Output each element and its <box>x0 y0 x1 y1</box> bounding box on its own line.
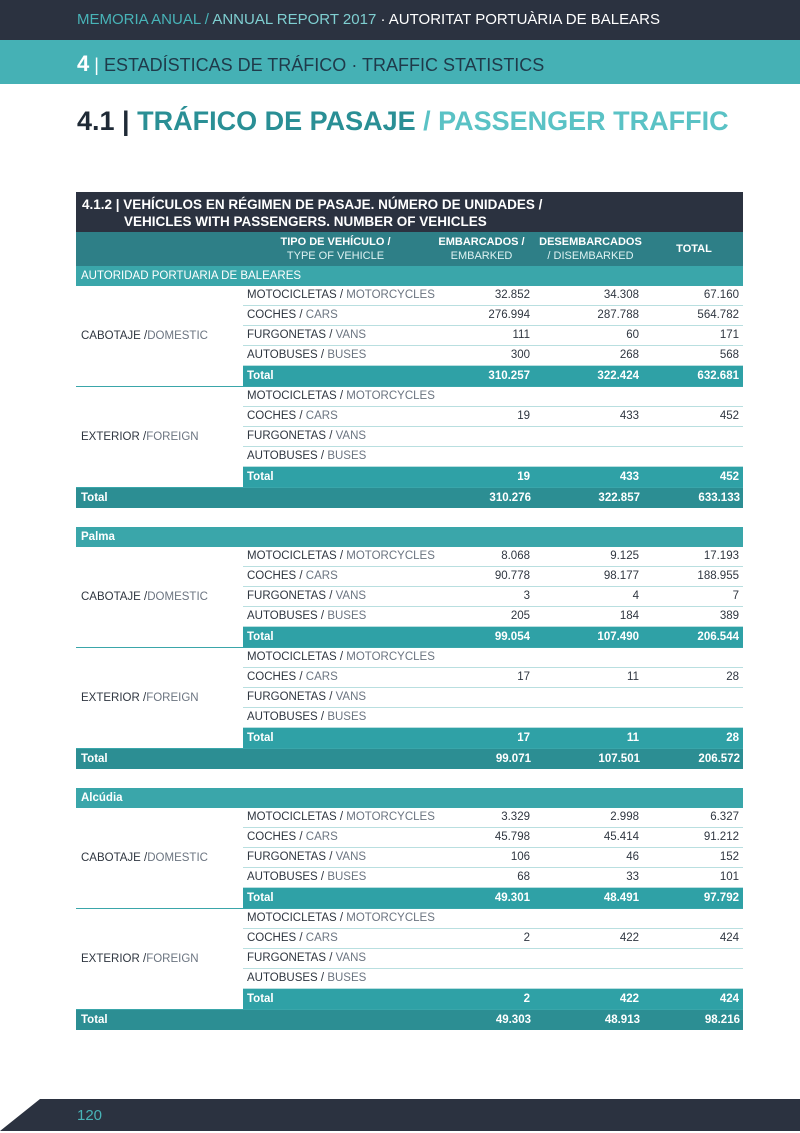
column-header-vehicle-type <box>244 232 427 266</box>
vehicle-type-es: FURGONETAS / <box>247 590 336 602</box>
table-row <box>243 929 743 949</box>
embarked-cell: 276.994 <box>488 309 530 321</box>
total-cell <box>644 427 742 446</box>
grand-total-embarked: 49.303 <box>495 1014 531 1026</box>
table-row <box>243 648 743 668</box>
foreign-label-es: EXTERIOR / <box>81 431 147 443</box>
vehicle-type-en: BUSES <box>327 972 367 984</box>
disembarked-cell: 422 <box>619 932 639 944</box>
embarked-cell: 3 <box>523 590 530 602</box>
total-cell <box>644 447 742 466</box>
subtotal-row <box>243 888 743 908</box>
top-header-bar <box>0 0 800 40</box>
domestic-label-en: DOMESTIC <box>147 852 208 864</box>
column-header-blank <box>76 232 244 266</box>
vehicle-type-cell <box>243 587 426 606</box>
disembarked-cell: 11 <box>627 671 639 683</box>
embarked-cell: 106 <box>510 851 530 863</box>
subtotal-disembarked: 422 <box>619 993 639 1005</box>
port-header: Palma <box>76 527 743 547</box>
disembarked-cell <box>535 708 644 727</box>
vehicle-type-es: AUTOBUSES / <box>247 711 328 723</box>
table-row <box>243 708 743 728</box>
vehicle-type-en: MOTORCYCLES <box>346 390 435 402</box>
vehicle-type-es: FURGONETAS / <box>247 691 336 703</box>
domestic-label <box>76 808 243 908</box>
subtotal-label: Total <box>247 732 274 744</box>
table-row <box>243 969 743 989</box>
subtotal-total: 632.681 <box>697 370 739 382</box>
disembarked-cell: 184 <box>619 610 639 622</box>
page-title-number: 4.1 | <box>77 106 138 136</box>
vehicle-type-en: VANS <box>335 329 367 341</box>
total-cell <box>644 949 742 968</box>
vehicle-type-cell <box>243 708 426 727</box>
vehicle-type-cell <box>243 326 426 345</box>
subtotal-disembarked: 322.424 <box>597 370 639 382</box>
vehicle-type-es: MOTOCICLETAS / <box>247 390 347 402</box>
foreign-label <box>76 387 243 487</box>
domestic-label-en: DOMESTIC <box>147 591 208 603</box>
report-header <box>77 0 660 40</box>
subtotal-row <box>243 366 743 386</box>
table-row <box>243 868 743 888</box>
vehicle-type-en: VANS <box>335 952 367 964</box>
vehicle-type-cell <box>243 688 426 707</box>
grand-total-disembarked: 322.857 <box>598 492 640 504</box>
table-row <box>243 688 743 708</box>
disembarked-cell <box>535 447 644 466</box>
domestic-label-es: CABOTAJE / <box>81 591 148 603</box>
total-cell: 67.160 <box>703 289 739 301</box>
embarked-cell <box>426 427 535 446</box>
subtotal-embarked: 17 <box>517 732 530 744</box>
vehicle-type-cell <box>243 668 426 687</box>
subtotal-embarked: 310.257 <box>488 370 530 382</box>
grand-total-disembarked: 48.913 <box>604 1014 640 1026</box>
domestic-label-es: CABOTAJE / <box>81 330 148 342</box>
embarked-cell: 90.778 <box>494 570 530 582</box>
vehicle-type-cell <box>243 306 426 325</box>
grand-total-label: Total <box>81 492 108 504</box>
domestic-group <box>76 547 743 648</box>
table-row <box>243 949 743 969</box>
section-title-es: ESTADÍSTICAS DE TRÁFICO <box>103 55 347 75</box>
vehicle-type-cell <box>243 286 435 305</box>
table-row <box>243 547 743 567</box>
vehicle-type-en: CARS <box>305 831 338 843</box>
header-annual-report: ANNUAL REPORT 2017 <box>212 11 377 28</box>
vehicle-type-cell <box>243 407 426 426</box>
section-gap <box>76 508 743 527</box>
domestic-label <box>76 286 243 386</box>
vehicle-type-es: MOTOCICLETAS / <box>247 912 347 924</box>
embarked-cell: 111 <box>512 329 530 341</box>
table-row <box>243 286 743 306</box>
foreign-group <box>76 648 743 749</box>
page-title-en: PASSENGER TRAFFIC <box>438 106 729 136</box>
grand-total-row <box>76 1010 743 1030</box>
vehicle-type-es: AUTOBUSES / <box>247 349 328 361</box>
grand-total-disembarked: 107.501 <box>598 753 640 765</box>
vehicle-type-en: BUSES <box>327 450 367 462</box>
grand-total-label: Total <box>81 1014 108 1026</box>
grand-total-embarked: 310.276 <box>489 492 531 504</box>
foreign-rows <box>243 909 743 1009</box>
disembarked-cell <box>535 688 644 707</box>
header-slash: / <box>200 11 213 28</box>
foreign-label-es: EXTERIOR / <box>81 692 147 704</box>
table-row <box>243 607 743 627</box>
page-number: 120 <box>77 1107 103 1124</box>
column-disembarked-en: / DISEMBARKED <box>547 250 634 262</box>
vehicles-table <box>76 192 743 1030</box>
embarked-cell <box>426 688 535 707</box>
foreign-label-es: EXTERIOR / <box>81 953 147 965</box>
disembarked-cell <box>535 387 644 406</box>
column-embarked-en: EMBARKED <box>450 250 513 262</box>
vehicle-type-cell <box>243 567 426 586</box>
table-row <box>243 447 743 467</box>
embarked-cell <box>426 648 535 667</box>
column-header-disembarked <box>536 232 645 266</box>
grand-total-label: Total <box>81 753 108 765</box>
total-cell: 424 <box>719 932 739 944</box>
foreign-rows <box>243 387 743 487</box>
subtotal-label: Total <box>247 993 274 1005</box>
subtotal-embarked: 19 <box>517 471 530 483</box>
table-row <box>243 427 743 447</box>
vehicle-type-cell <box>243 808 435 827</box>
section-title-en: TRAFFIC STATISTICS <box>361 55 545 75</box>
subtotal-label: Total <box>247 370 274 382</box>
embarked-cell: 2 <box>523 932 530 944</box>
total-cell <box>644 708 742 727</box>
subtotal-disembarked: 433 <box>619 471 639 483</box>
vehicle-type-en: CARS <box>305 671 338 683</box>
vehicle-type-es: AUTOBUSES / <box>247 450 328 462</box>
total-cell: 6.327 <box>710 811 739 823</box>
embarked-cell: 19 <box>517 410 530 422</box>
vehicle-type-en: CARS <box>305 309 338 321</box>
vehicle-type-en: VANS <box>335 691 367 703</box>
table-title-line-1: 4.1.2 | VEHÍCULOS EN RÉGIMEN DE PASAJE. NÚMERO DE UNIDADES / <box>82 197 543 212</box>
vehicle-type-es: COCHES / <box>247 932 306 944</box>
section-bar <box>0 40 800 84</box>
vehicle-type-en: BUSES <box>327 610 367 622</box>
embarked-cell: 3.329 <box>501 811 530 823</box>
port-header: AUTORIDAD PORTUARIA DE BALEARES <box>76 266 743 286</box>
vehicle-type-es: AUTOBUSES / <box>247 871 328 883</box>
vehicle-type-en: MOTORCYCLES <box>346 811 435 823</box>
subtotal-label: Total <box>247 892 274 904</box>
embarked-cell <box>426 708 535 727</box>
subtotal-row <box>243 728 743 748</box>
vehicle-type-es: FURGONETAS / <box>247 851 336 863</box>
subtotal-row <box>243 467 743 487</box>
section-heading <box>77 40 544 89</box>
total-cell: 152 <box>719 851 739 863</box>
embarked-cell: 32.852 <box>494 289 530 301</box>
subtotal-disembarked: 107.490 <box>597 631 639 643</box>
table-column-header <box>76 232 743 266</box>
domestic-rows <box>243 808 743 908</box>
embarked-cell: 205 <box>510 610 530 622</box>
vehicle-type-en: MOTORCYCLES <box>346 289 435 301</box>
table-row <box>243 668 743 688</box>
subtotal-row <box>243 989 743 1009</box>
total-cell <box>644 909 742 928</box>
table-row <box>243 407 743 427</box>
subtotal-disembarked: 48.491 <box>603 892 639 904</box>
table-row <box>243 346 743 366</box>
column-disembarked-es: DESEMBARCADOS <box>539 236 642 248</box>
disembarked-cell <box>535 969 644 988</box>
total-cell <box>644 688 742 707</box>
disembarked-cell: 268 <box>619 349 639 361</box>
total-cell: 17.193 <box>703 550 739 562</box>
subtotal-embarked: 2 <box>523 993 530 1005</box>
embarked-cell: 300 <box>510 349 530 361</box>
table-row <box>243 808 743 828</box>
embarked-cell <box>426 447 535 466</box>
foreign-label-en: FOREIGN <box>146 692 199 704</box>
vehicle-type-es: AUTOBUSES / <box>247 972 328 984</box>
total-cell <box>644 969 742 988</box>
disembarked-cell: 433 <box>619 410 639 422</box>
disembarked-cell: 34.308 <box>603 289 639 301</box>
subtotal-label: Total <box>247 631 274 643</box>
embarked-cell <box>426 969 535 988</box>
subtotal-disembarked: 11 <box>626 732 639 744</box>
vehicle-type-cell <box>243 969 426 988</box>
disembarked-cell: 46 <box>626 851 639 863</box>
section-number: 4 <box>77 51 90 76</box>
total-cell: 564.782 <box>697 309 739 321</box>
vehicle-type-es: COCHES / <box>247 570 306 582</box>
subtotal-row <box>243 627 743 647</box>
section-separator: | <box>89 55 104 75</box>
vehicle-type-en: VANS <box>335 430 367 442</box>
embarked-cell <box>426 909 535 928</box>
domestic-group <box>76 808 743 909</box>
disembarked-cell: 2.998 <box>610 811 639 823</box>
foreign-label-en: FOREIGN <box>146 953 199 965</box>
domestic-label-es: CABOTAJE / <box>81 852 148 864</box>
vehicle-type-es: MOTOCICLETAS / <box>247 550 347 562</box>
footer-corner-shape <box>0 1099 40 1131</box>
vehicle-type-cell <box>243 447 426 466</box>
vehicle-type-cell <box>243 346 426 365</box>
embarked-cell: 8.068 <box>501 550 530 562</box>
table-row <box>243 587 743 607</box>
embarked-cell: 17 <box>517 671 530 683</box>
vehicle-type-en: MOTORCYCLES <box>346 550 435 562</box>
foreign-label <box>76 909 243 1009</box>
header-memoria: MEMORIA ANUAL <box>77 11 201 28</box>
subtotal-label: Total <box>247 471 274 483</box>
disembarked-cell: 60 <box>626 329 639 341</box>
vehicle-type-es: COCHES / <box>247 671 306 683</box>
grand-total-total: 98.216 <box>704 1014 740 1026</box>
domestic-rows <box>243 547 743 647</box>
vehicle-type-cell <box>243 868 426 887</box>
page-title-slash: / <box>415 106 439 136</box>
vehicle-type-es: FURGONETAS / <box>247 430 336 442</box>
domestic-rows <box>243 286 743 386</box>
vehicle-type-en: VANS <box>335 851 367 863</box>
total-cell <box>644 648 742 667</box>
foreign-group <box>76 387 743 488</box>
table-title-line-2: VEHICLES WITH PASSENGERS. NUMBER OF VEHICLES <box>124 214 487 229</box>
section-dot: · <box>346 55 362 75</box>
vehicle-type-cell <box>243 929 426 948</box>
total-cell: 389 <box>719 610 739 622</box>
table-row <box>243 306 743 326</box>
subtotal-total: 424 <box>719 993 739 1005</box>
vehicle-type-cell <box>243 909 435 928</box>
table-row <box>243 909 743 929</box>
vehicle-type-en: CARS <box>305 932 338 944</box>
disembarked-cell: 45.414 <box>603 831 639 843</box>
disembarked-cell: 33 <box>626 871 639 883</box>
total-cell: 91.212 <box>703 831 739 843</box>
column-type-en: TYPE OF VEHICLE <box>286 250 385 262</box>
embarked-cell: 68 <box>517 871 530 883</box>
total-cell: 568 <box>719 349 739 361</box>
column-total-label: TOTAL <box>676 243 712 255</box>
vehicle-type-en: BUSES <box>327 871 367 883</box>
total-cell: 28 <box>726 671 739 683</box>
grand-total-row <box>76 749 743 769</box>
port-header: Alcúdia <box>76 788 743 808</box>
foreign-group <box>76 909 743 1010</box>
subtotal-embarked: 49.301 <box>494 892 530 904</box>
disembarked-cell <box>535 648 644 667</box>
disembarked-cell: 98.177 <box>603 570 639 582</box>
vehicle-type-es: AUTOBUSES / <box>247 610 328 622</box>
table-row <box>243 326 743 346</box>
grand-total-total: 206.572 <box>698 753 740 765</box>
page-footer <box>0 1099 800 1131</box>
foreign-label <box>76 648 243 748</box>
vehicle-type-es: MOTOCICLETAS / <box>247 651 347 663</box>
total-cell: 7 <box>732 590 739 602</box>
total-cell: 171 <box>719 329 739 341</box>
total-cell: 188.955 <box>697 570 739 582</box>
vehicle-type-es: MOTOCICLETAS / <box>247 811 347 823</box>
embarked-cell <box>426 949 535 968</box>
vehicle-type-en: VANS <box>335 590 367 602</box>
grand-total-embarked: 99.071 <box>495 753 531 765</box>
vehicle-type-en: BUSES <box>327 711 367 723</box>
domestic-label-en: DOMESTIC <box>147 330 208 342</box>
vehicle-type-cell <box>243 828 426 847</box>
total-cell <box>644 387 742 406</box>
embarked-cell: 45.798 <box>494 831 530 843</box>
vehicle-type-en: MOTORCYCLES <box>346 651 435 663</box>
disembarked-cell: 9.125 <box>610 550 639 562</box>
subtotal-total: 452 <box>719 471 739 483</box>
table-row <box>243 848 743 868</box>
vehicle-type-en: BUSES <box>327 349 367 361</box>
domestic-group <box>76 286 743 387</box>
vehicle-type-cell <box>243 427 426 446</box>
column-header-total <box>645 232 743 266</box>
total-cell: 452 <box>719 410 739 422</box>
grand-total-row <box>76 488 743 508</box>
grand-total-total: 633.133 <box>698 492 740 504</box>
foreign-label-en: FOREIGN <box>146 431 199 443</box>
column-type-es: TIPO DE VEHÍCULO / <box>280 236 391 248</box>
vehicle-type-cell <box>243 848 426 867</box>
table-title <box>76 192 743 232</box>
subtotal-total: 206.544 <box>697 631 739 643</box>
vehicle-type-es: FURGONETAS / <box>247 952 336 964</box>
header-authority: · AUTORITAT PORTUÀRIA DE BALEARS <box>376 11 660 28</box>
ports-container <box>76 266 743 1030</box>
section-gap <box>76 769 743 788</box>
vehicle-type-cell <box>243 949 426 968</box>
vehicle-type-es: MOTOCICLETAS / <box>247 289 347 301</box>
vehicle-type-es: COCHES / <box>247 831 306 843</box>
vehicle-type-es: COCHES / <box>247 410 306 422</box>
table-row <box>243 828 743 848</box>
embarked-cell <box>426 387 535 406</box>
vehicle-type-cell <box>243 607 426 626</box>
disembarked-cell <box>535 427 644 446</box>
column-embarked-es: EMBARCADOS / <box>438 236 525 248</box>
vehicle-type-en: MOTORCYCLES <box>346 912 435 924</box>
vehicle-type-cell <box>243 387 435 406</box>
subtotal-total: 97.792 <box>703 892 739 904</box>
table-row <box>243 567 743 587</box>
total-cell: 101 <box>719 871 739 883</box>
column-header-embarked <box>427 232 536 266</box>
vehicle-type-cell <box>243 648 435 667</box>
vehicle-type-en: CARS <box>305 410 338 422</box>
foreign-rows <box>243 648 743 748</box>
vehicle-type-cell <box>243 547 435 566</box>
disembarked-cell: 4 <box>632 590 639 602</box>
vehicle-type-en: CARS <box>305 570 338 582</box>
vehicle-type-es: FURGONETAS / <box>247 329 336 341</box>
subtotal-total: 28 <box>726 732 739 744</box>
table-row <box>243 387 743 407</box>
vehicle-type-es: COCHES / <box>247 309 306 321</box>
disembarked-cell <box>535 909 644 928</box>
page-title <box>77 106 729 137</box>
disembarked-cell <box>535 949 644 968</box>
disembarked-cell: 287.788 <box>597 309 639 321</box>
domestic-label <box>76 547 243 647</box>
page-title-es: TRÁFICO DE PASAJE <box>137 106 416 136</box>
subtotal-embarked: 99.054 <box>494 631 530 643</box>
